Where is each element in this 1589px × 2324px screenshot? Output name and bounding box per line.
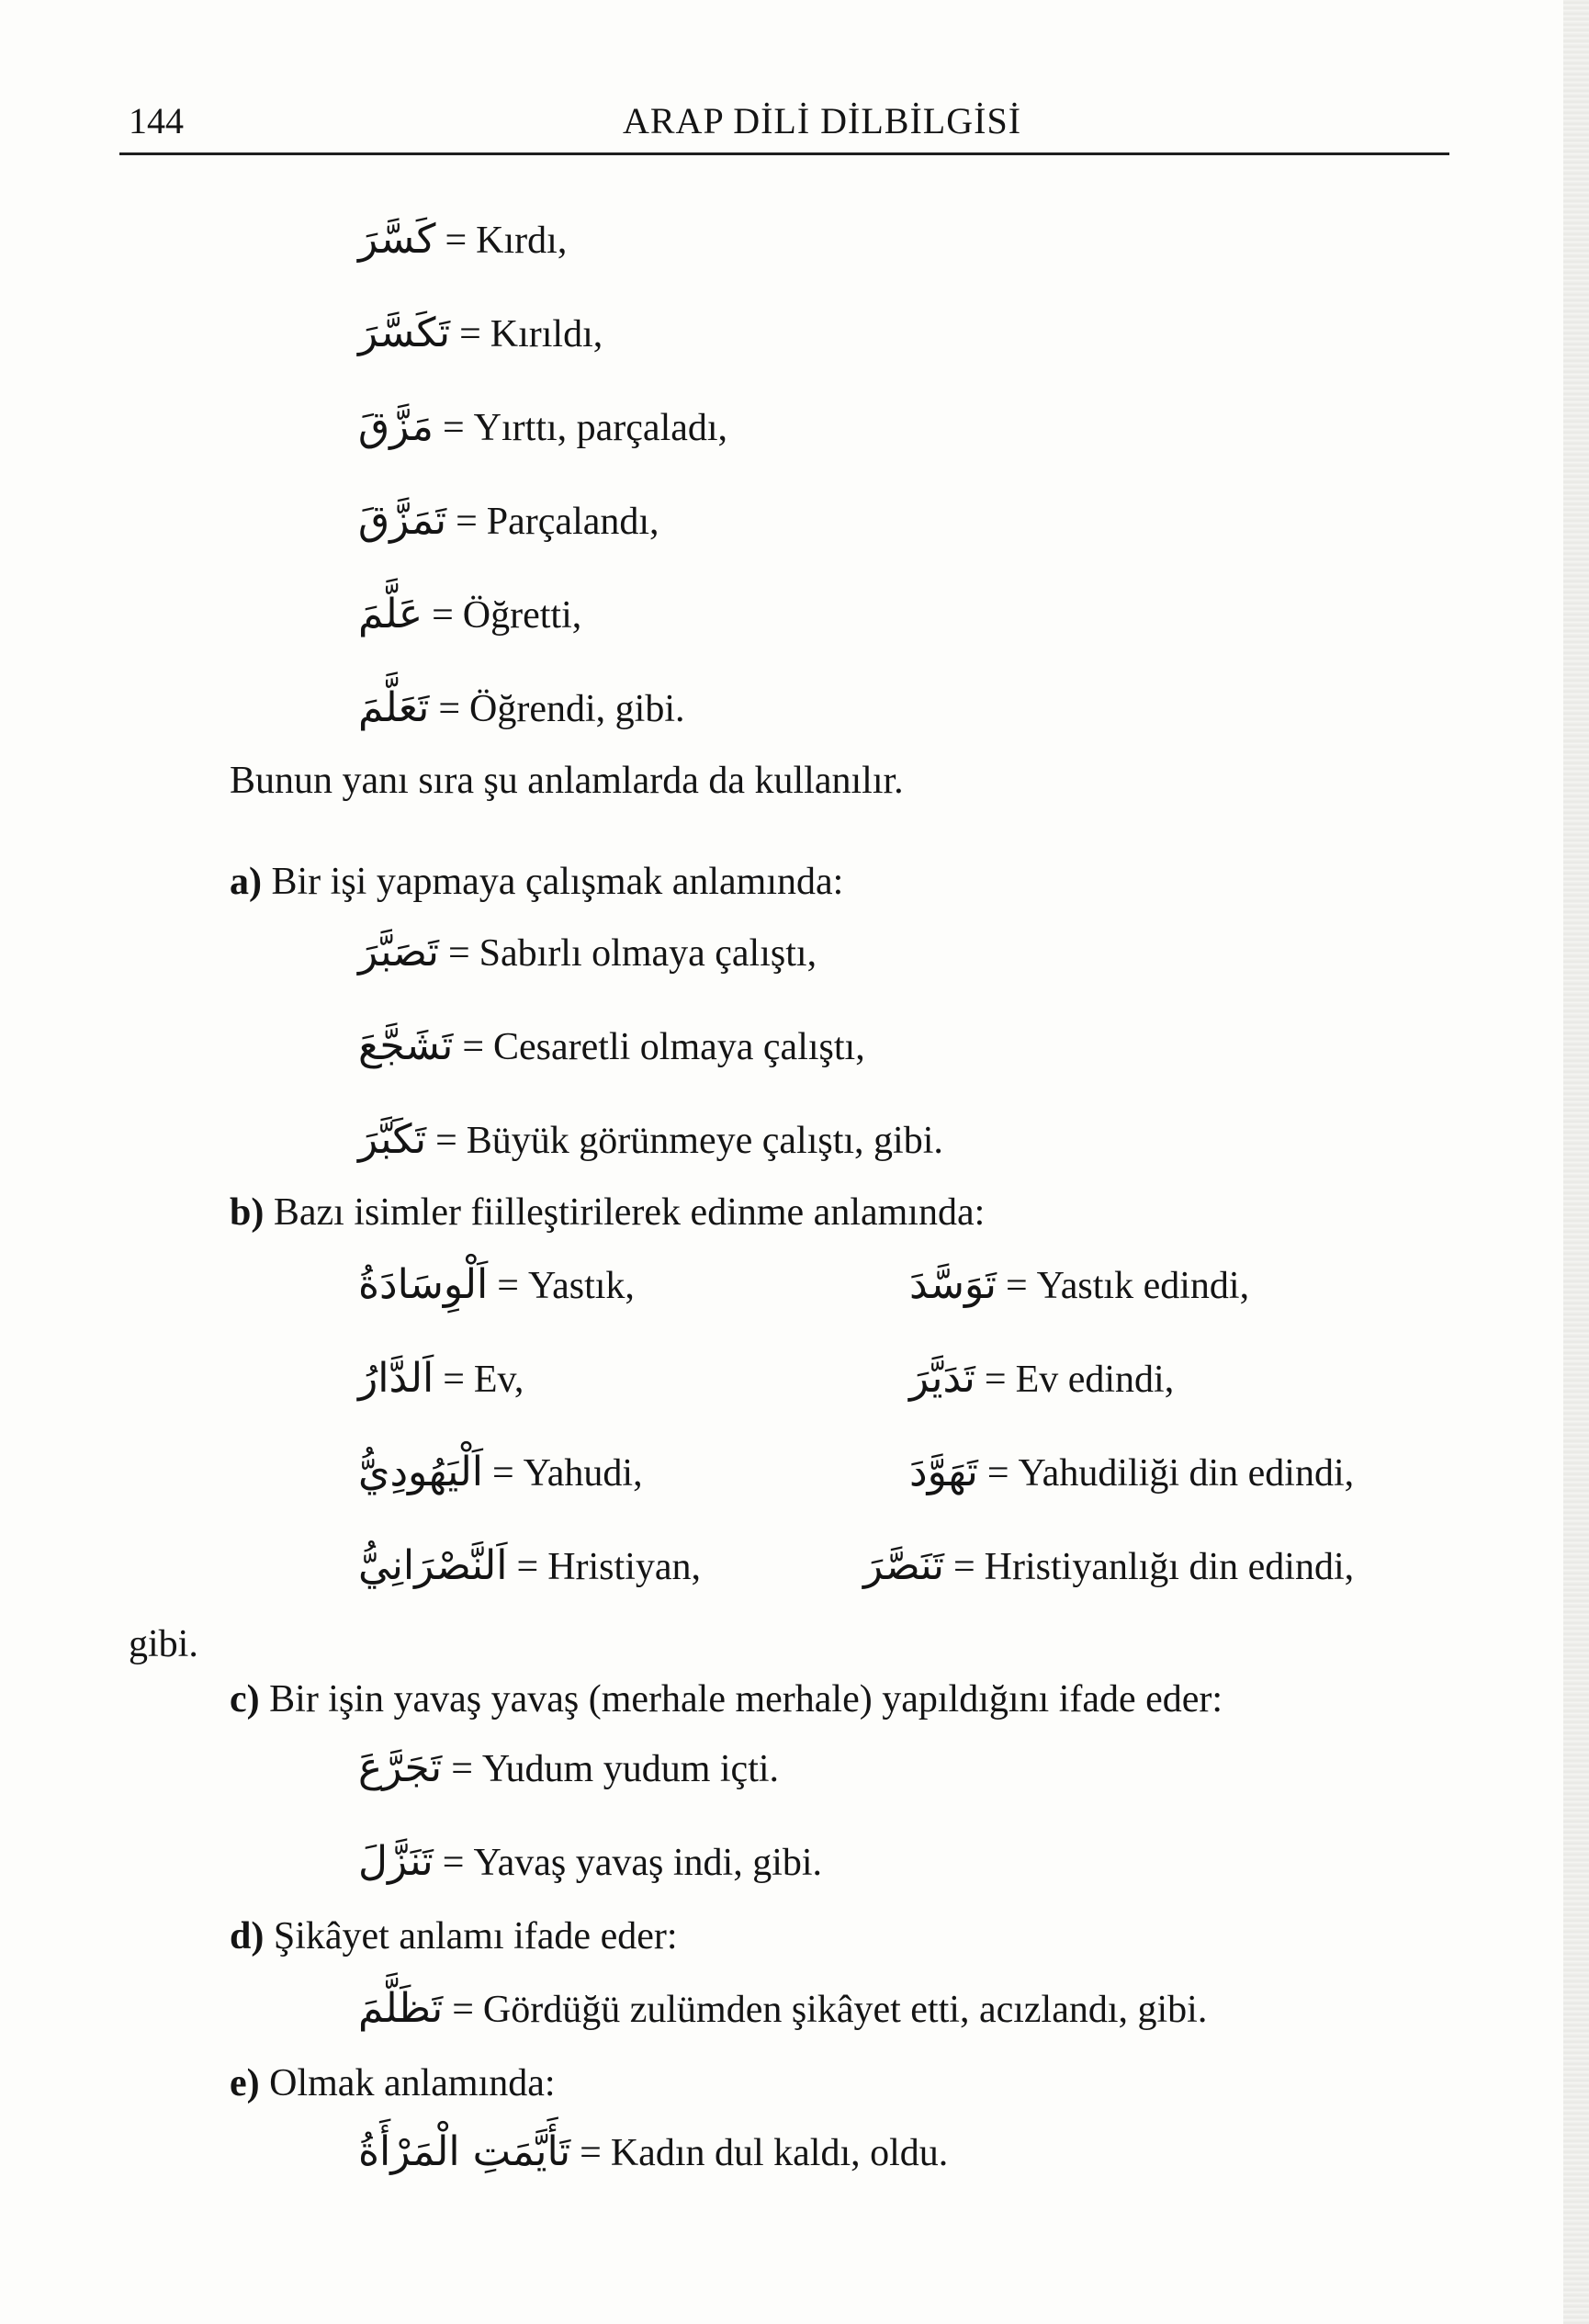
example-line: تَظَلَّمَ = Gördüğü zulümden şikâyet etti, acızlandı, gibi. [358,1985,1208,2032]
running-title: ARAP DİLİ DİLBİLGİSİ [622,100,1022,141]
section-a-heading: a) Bir işi yapmaya çalışmak anlamında: [230,861,844,903]
arabic-word: تَمَزَّقَ [358,497,447,544]
arabic-word: تَشَجَّعَ [358,1022,454,1069]
turkish-meaning: Parçalandı, [486,501,659,543]
example-line: تَنَزَّلَ = Yavaş yavaş indi, gibi. [358,1838,823,1885]
example-line: تَكَسَّرَ = Kırıldı, [358,310,603,356]
page-edge [1563,0,1589,2324]
arabic-word: تَجَرَّعَ [358,1744,443,1791]
pair-row: اَلْوِسَادَةُ = Yastık, تَوَسَّدَ = Yastık edindi, [358,1261,1250,1308]
section-e-heading: e) Olmak anlamında: [230,2062,556,2104]
arabic-noun: اَلْوِسَادَةُ [358,1261,489,1308]
page-number: 144 [129,100,184,141]
arabic-word: تَنَزَّلَ [358,1838,434,1885]
verb-meaning: Ev edindi, [1015,1359,1175,1401]
pair-row: اَلدَّارُ = Ev, تَدَيَّرَ = Ev edindi, [358,1355,1175,1402]
intro-paragraph: Bunun yanı sıra şu anlamlarda da kullanılır. [230,760,904,802]
example-line: عَلَّمَ = Öğretti, [358,591,582,637]
arabic-word: تَكَبَّرَ [358,1116,427,1163]
turkish-meaning: Öğrendi, gibi. [469,688,685,730]
example-line: تَجَرَّعَ = Yudum yudum içti. [358,1744,780,1791]
arabic-phrase: تَأَيَّمَتِ الْمَرْأَةُ [358,2128,571,2175]
arabic-noun: اَلْيَهُودِيُّ [358,1449,483,1495]
arabic-word: تَعَلَّمَ [358,684,430,731]
noun-meaning: Yahudi, [523,1452,643,1495]
example-line: تَعَلَّمَ = Öğrendi, gibi. [358,684,685,731]
arabic-verb: تَهَوَّدَ [909,1449,978,1495]
turkish-meaning: Gördüğü zulümden şikâyet etti, acızlandı, gibi. [482,1989,1208,2031]
verb-column: تَنَصَّرَ = Hristiyanlığı din edindi, [863,1542,1355,1589]
verb-column: تَدَيَّرَ = Ev edindi, [909,1355,1175,1402]
noun-meaning: Ev, [473,1359,524,1401]
verb-column: تَوَسَّدَ = Yastık edindi, [909,1261,1250,1308]
verb-meaning: Yastık edindi, [1036,1265,1250,1307]
section-c-heading: c) Bir işin yavaş yavaş (merhale merhale) yapıldığını ifade eder: [230,1678,1223,1720]
section-b-heading: b) Bazı isimler fiilleştirilerek edinme anlamında: [230,1191,986,1234]
example-line: مَزَّقَ = Yırttı, parçaladı, [358,403,728,450]
turkish-meaning: Öğretti, [462,594,582,637]
turkish-meaning: Cesaretli olmaya çalıştı, [493,1026,865,1068]
header-rule [119,152,1449,155]
pair-row: اَلنَّصْرَانِيُّ = Hristiyan, تَنَصَّرَ = Hristiyanlığı din edindi, [358,1542,1355,1589]
arabic-noun: اَلدَّارُ [358,1355,434,1402]
verb-meaning: Yahudiliği din edindi, [1018,1452,1355,1495]
arabic-word: كَسَّرَ [358,216,436,263]
arabic-noun: اَلنَّصْرَانِيُّ [358,1542,508,1589]
example-line: تَمَزَّقَ = Parçalandı, [358,497,659,544]
arabic-verb: تَدَيَّرَ [909,1355,975,1402]
example-line: كَسَّرَ = Kırdı, [358,216,568,263]
example-line: تَصَبَّرَ = Sabırlı olmaya çalıştı, [358,929,817,976]
turkish-meaning: Sabırlı olmaya çalıştı, [479,932,817,975]
pair-row: اَلْيَهُودِيُّ = Yahudi, تَهَوَّدَ = Yahudiliği din edindi, [358,1449,1355,1495]
turkish-meaning: Kadın dul kaldı, oldu. [610,2132,949,2174]
example-line: تَكَبَّرَ = Büyük görünmeye çalıştı, gibi. [358,1116,943,1163]
turkish-meaning: Kırıldı, [490,313,603,355]
arabic-word: تَصَبَّرَ [358,929,439,976]
arabic-verb: تَنَصَّرَ [863,1542,944,1589]
example-line: تَأَيَّمَتِ الْمَرْأَةُ = Kadın dul kaldı, oldu. [358,2128,949,2175]
turkish-meaning: Yavaş yavaş indi, gibi. [473,1842,823,1884]
verb-column: تَهَوَّدَ = Yahudiliği din edindi, [909,1449,1355,1495]
noun-meaning: Yastık, [527,1265,635,1307]
arabic-word: مَزَّقَ [358,403,434,450]
trailing-gibi: gibi. [129,1623,198,1665]
arabic-word: عَلَّمَ [358,591,423,637]
turkish-meaning: Büyük görünmeye çalıştı, gibi. [466,1120,943,1162]
turkish-meaning: Yırttı, parçaladı, [473,407,728,449]
turkish-meaning: Yudum yudum içti. [481,1748,780,1790]
turkish-meaning: Kırdı, [476,220,568,262]
example-line: تَشَجَّعَ = Cesaretli olmaya çalıştı, [358,1022,865,1069]
noun-meaning: Hristiyan, [547,1546,701,1588]
arabic-word: تَظَلَّمَ [358,1985,444,2032]
arabic-word: تَكَسَّرَ [358,310,451,356]
verb-meaning: Hristiyanlığı din edindi, [984,1546,1355,1588]
section-d-heading: d) Şikâyet anlamı ifade eder: [230,1915,678,1957]
arabic-verb: تَوَسَّدَ [909,1261,997,1308]
